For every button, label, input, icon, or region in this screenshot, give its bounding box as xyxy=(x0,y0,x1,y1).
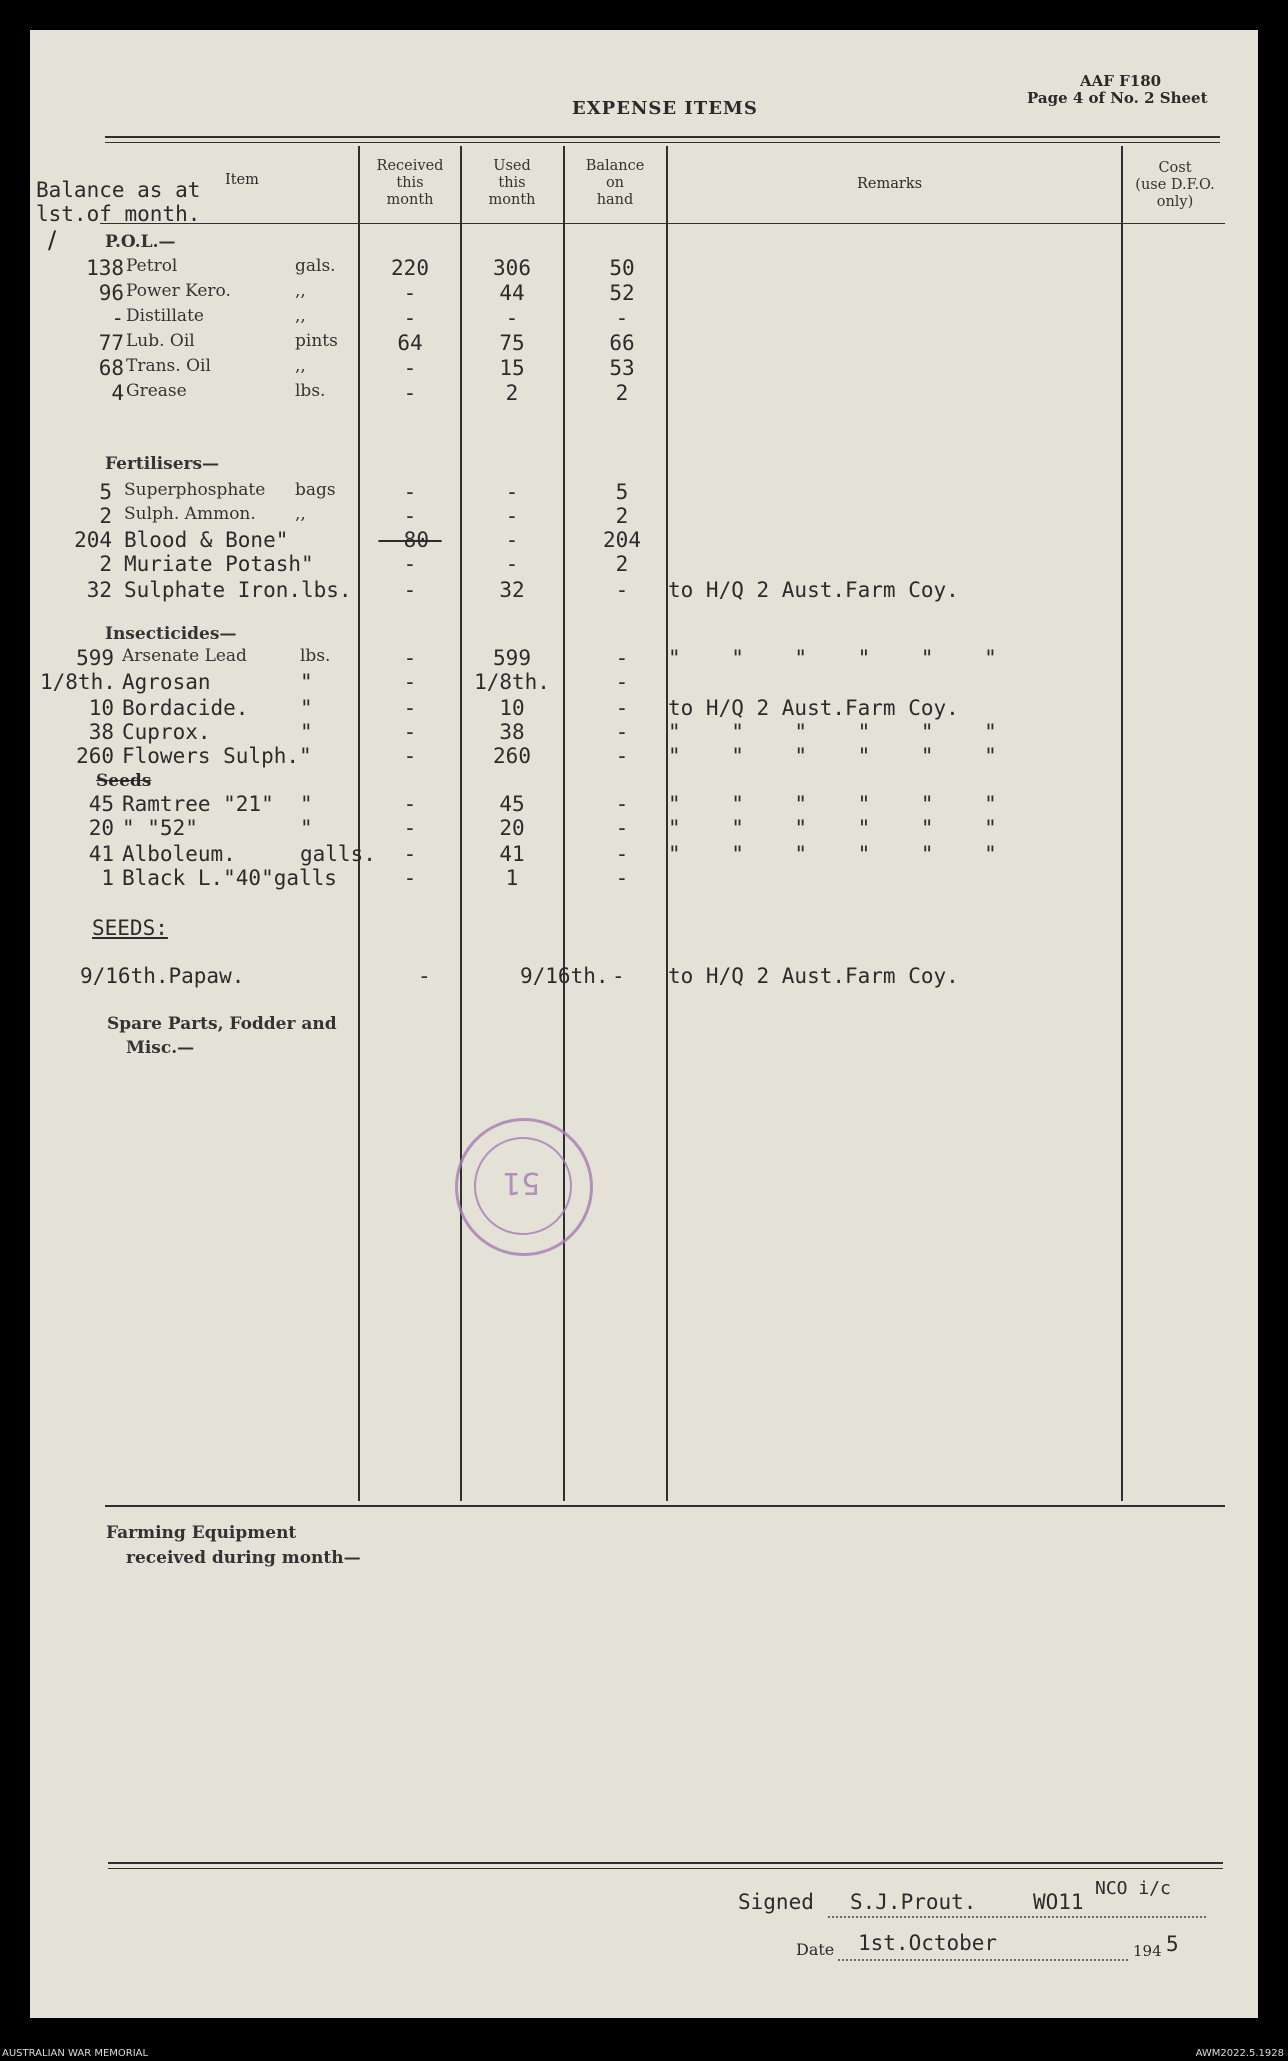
received-value: - xyxy=(403,356,417,380)
signature-rank: WO11 xyxy=(1033,1890,1084,1914)
item-unit: gals. xyxy=(295,256,336,276)
seeds-struck-heading: Seeds xyxy=(96,771,152,791)
used-value: 1 xyxy=(505,866,519,890)
remarks-value: " " " " " " xyxy=(668,646,997,670)
item-unit: " xyxy=(300,670,313,694)
header-item: Item xyxy=(225,172,259,188)
received-value: - xyxy=(403,866,417,890)
item-name: Sulph. Ammon. xyxy=(124,504,256,524)
item-name: Arsenate Lead xyxy=(122,646,247,666)
balance-value: 2 xyxy=(615,504,629,528)
item-unit: galls. xyxy=(300,842,376,866)
used-value: 41 xyxy=(499,842,525,866)
form-title: EXPENSE ITEMS xyxy=(572,98,758,119)
col-line-cost xyxy=(1121,146,1123,1501)
received-value: - xyxy=(403,792,417,816)
received-value: - xyxy=(403,281,417,305)
used-value: 260 xyxy=(493,744,531,768)
form-code: AAF F180 xyxy=(1080,72,1162,90)
balance-note-line1: Balance as at xyxy=(36,178,201,202)
received-value: - xyxy=(403,381,417,405)
received-value: - xyxy=(403,306,417,330)
opening-balance: 138 xyxy=(86,256,124,280)
used-value: 44 xyxy=(499,281,525,305)
item-name: Agrosan xyxy=(122,670,211,694)
opening-balance: 599 xyxy=(76,646,114,670)
opening-balance: 77 xyxy=(98,331,124,355)
opening-balance: 41 xyxy=(88,842,114,866)
item-name: Blood & Bone" xyxy=(124,528,289,552)
signature-role: NCO i/c xyxy=(1095,1878,1171,1899)
remarks-value: " " " " " " xyxy=(668,720,997,744)
section-fertilisers: Fertilisers— xyxy=(105,454,220,474)
opening-balance: 2 xyxy=(99,552,112,576)
received-value: 220 xyxy=(391,256,429,280)
received-value: - xyxy=(403,670,417,694)
received-value: - xyxy=(403,696,417,720)
balance-value: - xyxy=(615,866,629,890)
item-name: Lub. Oil xyxy=(126,331,195,351)
item-unit: lbs. xyxy=(300,646,331,666)
received-value: --80- xyxy=(378,528,442,552)
item-name: Alboleum. xyxy=(122,842,236,866)
top-rule-1 xyxy=(105,136,1220,138)
balance-note-line2: lst.of month. xyxy=(36,202,201,226)
stamp-number: 51 xyxy=(502,1165,541,1200)
header-balance: Balance on hand xyxy=(585,158,645,208)
item-unit: " xyxy=(300,720,313,744)
remarks-value: " " " " " " xyxy=(668,842,997,866)
section-pol: P.O.L.— xyxy=(105,232,176,252)
bottom-rule-1 xyxy=(108,1862,1223,1864)
opening-balance: 10 xyxy=(88,696,114,720)
received-value: 64 xyxy=(397,331,423,355)
balance-value: - xyxy=(615,744,629,768)
balance-value: 50 xyxy=(609,256,635,280)
balance-value: 5 xyxy=(615,480,629,504)
col-line-balance xyxy=(563,146,565,1501)
item-name: " "52" xyxy=(122,816,198,840)
opening-balance: 32 xyxy=(86,578,112,602)
item-name: Distillate xyxy=(126,306,204,326)
date-year-suffix: 5 xyxy=(1166,1932,1179,1956)
date-value: 1st.October xyxy=(858,1931,998,1955)
farming-equipment-label-2: received during month— xyxy=(126,1548,361,1568)
used-value: 15 xyxy=(499,356,525,380)
balance-value: - xyxy=(615,646,629,670)
seed-used: 9/16th. xyxy=(520,964,609,988)
remarks-value: to H/Q 2 Aust.Farm Coy. xyxy=(668,696,959,720)
used-value: - xyxy=(505,306,519,330)
date-label: Date xyxy=(796,1940,835,1959)
bottom-rule-2 xyxy=(108,1868,1223,1869)
pencil-slash: / xyxy=(48,226,57,254)
balance-value: 66 xyxy=(609,331,635,355)
header-used: Used this month xyxy=(488,158,536,208)
used-value: 45 xyxy=(499,792,525,816)
col-line-used xyxy=(460,146,462,1501)
balance-value: - xyxy=(615,720,629,744)
date-year-prefix: 194 xyxy=(1133,1942,1162,1960)
remarks-value: " " " " " " xyxy=(668,792,997,816)
item-name: Black L."40"galls xyxy=(122,866,337,890)
item-name: Power Kero. xyxy=(126,281,231,301)
opening-balance: 1/8th. xyxy=(40,670,116,694)
used-value: 306 xyxy=(493,256,531,280)
seed-balance: - xyxy=(612,964,625,988)
balance-value: - xyxy=(615,670,629,694)
page-reference: Page 4 of No. 2 Sheet xyxy=(1027,89,1208,107)
balance-value: - xyxy=(615,792,629,816)
received-value: - xyxy=(403,480,417,504)
item-unit: pints xyxy=(295,331,338,351)
opening-balance: 1 xyxy=(101,866,114,890)
header-rule xyxy=(100,223,1225,224)
item-unit: ,, xyxy=(295,356,306,376)
item-unit: ,, xyxy=(295,504,306,524)
used-value: - xyxy=(505,480,519,504)
received-value: - xyxy=(403,720,417,744)
item-unit: " xyxy=(300,696,313,720)
balance-value: - xyxy=(615,306,629,330)
col-line-received xyxy=(358,146,360,1501)
item-name: Grease xyxy=(126,381,187,401)
item-name: Petrol xyxy=(126,256,178,276)
used-value: - xyxy=(505,504,519,528)
header-cost: Cost (use D.F.O. only) xyxy=(1135,160,1215,210)
balance-value: 53 xyxy=(609,356,635,380)
header-remarks: Remarks xyxy=(857,176,923,192)
opening-balance: - xyxy=(111,306,124,330)
opening-balance: 96 xyxy=(98,281,124,305)
balance-value: - xyxy=(615,578,629,602)
balance-value: - xyxy=(615,696,629,720)
used-value: 32 xyxy=(499,578,525,602)
received-value: - xyxy=(403,816,417,840)
used-value: 38 xyxy=(499,720,525,744)
used-value: - xyxy=(505,528,519,552)
farming-equipment-label-1: Farming Equipment xyxy=(106,1523,297,1543)
opening-balance: 204 xyxy=(74,528,112,552)
seed-remarks: to H/Q 2 Aust.Farm Coy. xyxy=(668,964,959,988)
used-value: 599 xyxy=(493,646,531,670)
remarks-value: " " " " " " xyxy=(668,744,997,768)
item-unit: lbs. xyxy=(295,381,326,401)
balance-value: 2 xyxy=(615,552,629,576)
item-name: Flowers Sulph." xyxy=(122,744,312,768)
spare-parts-label-1: Spare Parts, Fodder and xyxy=(107,1014,337,1034)
opening-balance: 45 xyxy=(88,792,114,816)
remarks-value: " " " " " " xyxy=(668,816,997,840)
section-insecticides: Insecticides— xyxy=(105,624,237,644)
used-value: 10 xyxy=(499,696,525,720)
used-value: 20 xyxy=(499,816,525,840)
item-name: Sulphate Iron.lbs. xyxy=(124,578,352,602)
item-unit: bags xyxy=(295,480,336,500)
official-stamp xyxy=(455,1118,593,1256)
balance-value: 52 xyxy=(609,281,635,305)
header-received: Received this month xyxy=(376,158,444,208)
used-value: 75 xyxy=(499,331,525,355)
footer-left: AUSTRALIAN WAR MEMORIAL xyxy=(2,2048,149,2059)
used-value: 2 xyxy=(505,381,519,405)
balance-value: 204 xyxy=(603,528,641,552)
used-value: 1/8th. xyxy=(474,670,550,694)
seeds-heading: SEEDS: xyxy=(92,916,168,940)
item-name: Superphosphate xyxy=(124,480,266,500)
signed-label: Signed xyxy=(738,1890,814,1914)
item-unit: ,, xyxy=(295,306,306,326)
top-rule-2 xyxy=(105,142,1220,143)
remarks-value: to H/Q 2 Aust.Farm Coy. xyxy=(668,578,959,602)
opening-balance: 68 xyxy=(98,356,124,380)
balance-value: 2 xyxy=(615,381,629,405)
footer-right: AWM2022.5.1928 xyxy=(1195,2048,1284,2059)
opening-balance: 2 xyxy=(99,504,112,528)
opening-balance: 20 xyxy=(88,816,114,840)
item-name: Bordacide. xyxy=(122,696,249,720)
received-value: - xyxy=(403,646,417,670)
opening-balance: 4 xyxy=(111,381,124,405)
opening-balance: 38 xyxy=(88,720,114,744)
received-value: - xyxy=(403,744,417,768)
received-value: - xyxy=(403,578,417,602)
table-bottom-rule xyxy=(105,1505,1225,1507)
archive-footer-bar xyxy=(0,2048,1288,2061)
received-value: - xyxy=(403,842,417,866)
item-name: Ramtree "21" xyxy=(122,792,274,816)
item-unit: ,, xyxy=(295,281,306,301)
used-value: - xyxy=(505,552,519,576)
opening-balance: 260 xyxy=(76,744,114,768)
item-name: Muriate Potash" xyxy=(124,552,314,576)
received-value: - xyxy=(403,504,417,528)
signature-name: S.J.Prout. xyxy=(850,1890,977,1914)
item-unit: " xyxy=(300,792,313,816)
seed-received: - xyxy=(418,964,431,988)
opening-balance: 5 xyxy=(99,480,112,504)
spare-parts-label-2: Misc.— xyxy=(126,1038,195,1058)
item-unit: " xyxy=(300,816,313,840)
item-name: Cuprox. xyxy=(122,720,211,744)
received-value: - xyxy=(403,552,417,576)
item-name: Trans. Oil xyxy=(126,356,211,376)
seed-item: 9/16th.Papaw. xyxy=(80,964,245,988)
balance-value: - xyxy=(615,816,629,840)
balance-value: - xyxy=(615,842,629,866)
